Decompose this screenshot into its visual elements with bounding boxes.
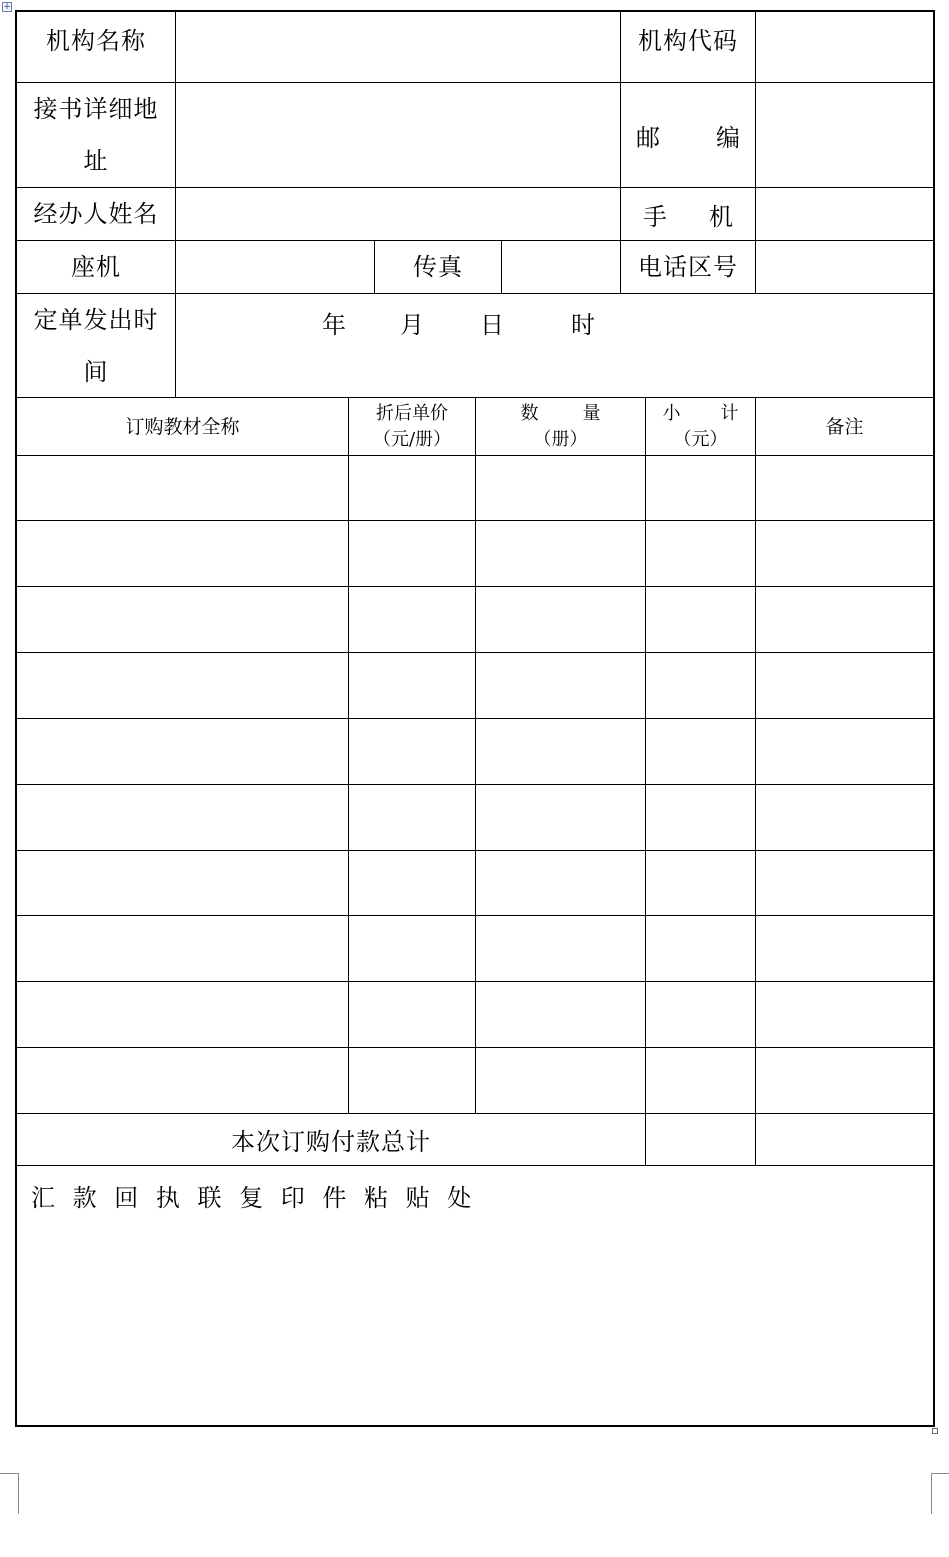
order-time-label <box>17 294 175 397</box>
price-cell[interactable] <box>349 1048 475 1112</box>
price-cell[interactable] <box>349 851 475 915</box>
order-time-label-line1: 定单发出时 <box>33 305 159 334</box>
subtotal-cell[interactable] <box>646 851 755 915</box>
org-code-field[interactable] <box>756 12 933 82</box>
price-cell[interactable] <box>349 587 475 651</box>
remark-cell[interactable] <box>756 521 933 585</box>
address-label-line1: 接书详细地 <box>33 95 159 123</box>
qty-cell[interactable] <box>476 587 645 651</box>
col-header-subtotal-a: 小 <box>662 402 681 424</box>
title-cell[interactable] <box>17 982 348 1046</box>
date-year-label: 年 <box>322 311 346 339</box>
title-cell[interactable] <box>17 521 348 585</box>
org-name-field[interactable] <box>176 12 620 82</box>
remittance-paste-label: 汇 款 回 执 联 复 印 件 粘 贴 处 <box>31 1184 477 1212</box>
remark-cell[interactable] <box>756 916 933 980</box>
price-cell[interactable] <box>349 719 475 783</box>
price-cell[interactable] <box>349 785 475 849</box>
page-corner-mark-icon <box>0 1473 19 1514</box>
contact-name-label: 经办人姓名 <box>33 200 159 228</box>
area-code-label: 电话区号 <box>638 253 738 281</box>
page-corner-mark-icon <box>931 1473 949 1514</box>
mobile-label-a: 手 <box>643 202 667 231</box>
order-form-table <box>15 10 935 1427</box>
org-name-label: 机构名称 <box>46 27 146 55</box>
total-remark-field[interactable] <box>756 1114 933 1165</box>
col-header-qty <box>476 398 645 455</box>
qty-cell[interactable] <box>476 456 645 520</box>
remark-cell[interactable] <box>756 587 933 651</box>
remark-cell[interactable] <box>756 1048 933 1112</box>
postcode-label-b: 编 <box>716 123 740 152</box>
order-time-label-line2: 间 <box>83 357 109 386</box>
qty-cell[interactable] <box>476 1048 645 1112</box>
contact-name-field[interactable] <box>176 188 620 240</box>
col-header-remark: 备注 <box>825 415 864 438</box>
date-month-label: 月 <box>400 311 424 339</box>
table-resize-handle-icon[interactable] <box>932 1428 938 1434</box>
table-move-handle-icon[interactable]: + <box>3 2 11 12</box>
total-subtotal-field[interactable] <box>646 1114 755 1165</box>
remark-cell[interactable] <box>756 785 933 849</box>
title-cell[interactable] <box>17 587 348 651</box>
qty-cell[interactable] <box>476 982 645 1046</box>
remark-cell[interactable] <box>756 456 933 520</box>
date-hour-label: 时 <box>571 311 595 339</box>
remark-cell[interactable] <box>756 982 933 1046</box>
fax-field[interactable] <box>502 241 620 293</box>
title-cell[interactable] <box>17 653 348 717</box>
price-cell[interactable] <box>349 521 475 585</box>
price-cell[interactable] <box>349 653 475 717</box>
qty-cell[interactable] <box>476 851 645 915</box>
postcode-label <box>621 83 755 187</box>
landline-label: 座机 <box>71 253 121 281</box>
title-cell[interactable] <box>17 785 348 849</box>
remark-cell[interactable] <box>756 719 933 783</box>
area-code-field[interactable] <box>756 241 933 293</box>
total-label: 本次订购付款总计 <box>231 1128 431 1156</box>
fax-label: 传真 <box>413 253 463 281</box>
postcode-label-a: 邮 <box>636 123 660 152</box>
subtotal-cell[interactable] <box>646 653 755 717</box>
price-cell[interactable] <box>349 916 475 980</box>
col-header-title: 订购教材全称 <box>125 415 240 438</box>
subtotal-cell[interactable] <box>646 456 755 520</box>
title-cell[interactable] <box>17 719 348 783</box>
col-header-qty-line2: （册） <box>533 428 588 450</box>
mobile-label <box>621 188 755 240</box>
col-header-qty-b: 量 <box>582 402 601 424</box>
col-header-price-line1: 折后单价 <box>376 402 448 424</box>
mobile-field[interactable] <box>756 188 933 240</box>
org-code-label: 机构代码 <box>638 27 738 55</box>
title-cell[interactable] <box>17 1048 348 1112</box>
title-cell[interactable] <box>17 916 348 980</box>
remark-cell[interactable] <box>756 653 933 717</box>
remark-cell[interactable] <box>756 851 933 915</box>
mobile-label-b: 机 <box>709 202 733 231</box>
subtotal-cell[interactable] <box>646 982 755 1046</box>
subtotal-cell[interactable] <box>646 719 755 783</box>
remittance-paste-area[interactable] <box>17 1166 933 1425</box>
subtotal-cell[interactable] <box>646 521 755 585</box>
date-day-label: 日 <box>480 311 504 339</box>
address-label <box>17 83 175 187</box>
subtotal-cell[interactable] <box>646 785 755 849</box>
landline-field[interactable] <box>176 241 374 293</box>
title-cell[interactable] <box>17 851 348 915</box>
price-cell[interactable] <box>349 456 475 520</box>
address-label-line2: 址 <box>83 147 109 175</box>
col-header-subtotal-line2: （元） <box>673 428 728 450</box>
postcode-field[interactable] <box>756 83 933 187</box>
col-header-qty-a: 数 <box>520 402 539 424</box>
col-header-price-line2: （元/册） <box>372 428 452 450</box>
qty-cell[interactable] <box>476 785 645 849</box>
subtotal-cell[interactable] <box>646 916 755 980</box>
title-cell[interactable] <box>17 456 348 520</box>
qty-cell[interactable] <box>476 719 645 783</box>
col-header-subtotal-b: 计 <box>720 402 739 424</box>
subtotal-cell[interactable] <box>646 587 755 651</box>
order-time-field[interactable] <box>176 294 933 397</box>
col-header-price <box>349 398 475 455</box>
subtotal-cell[interactable] <box>646 1048 755 1112</box>
col-header-subtotal <box>646 398 755 455</box>
price-cell[interactable] <box>349 982 475 1046</box>
qty-cell[interactable] <box>476 916 645 980</box>
qty-cell[interactable] <box>476 521 645 585</box>
address-field[interactable] <box>176 83 620 187</box>
qty-cell[interactable] <box>476 653 645 717</box>
